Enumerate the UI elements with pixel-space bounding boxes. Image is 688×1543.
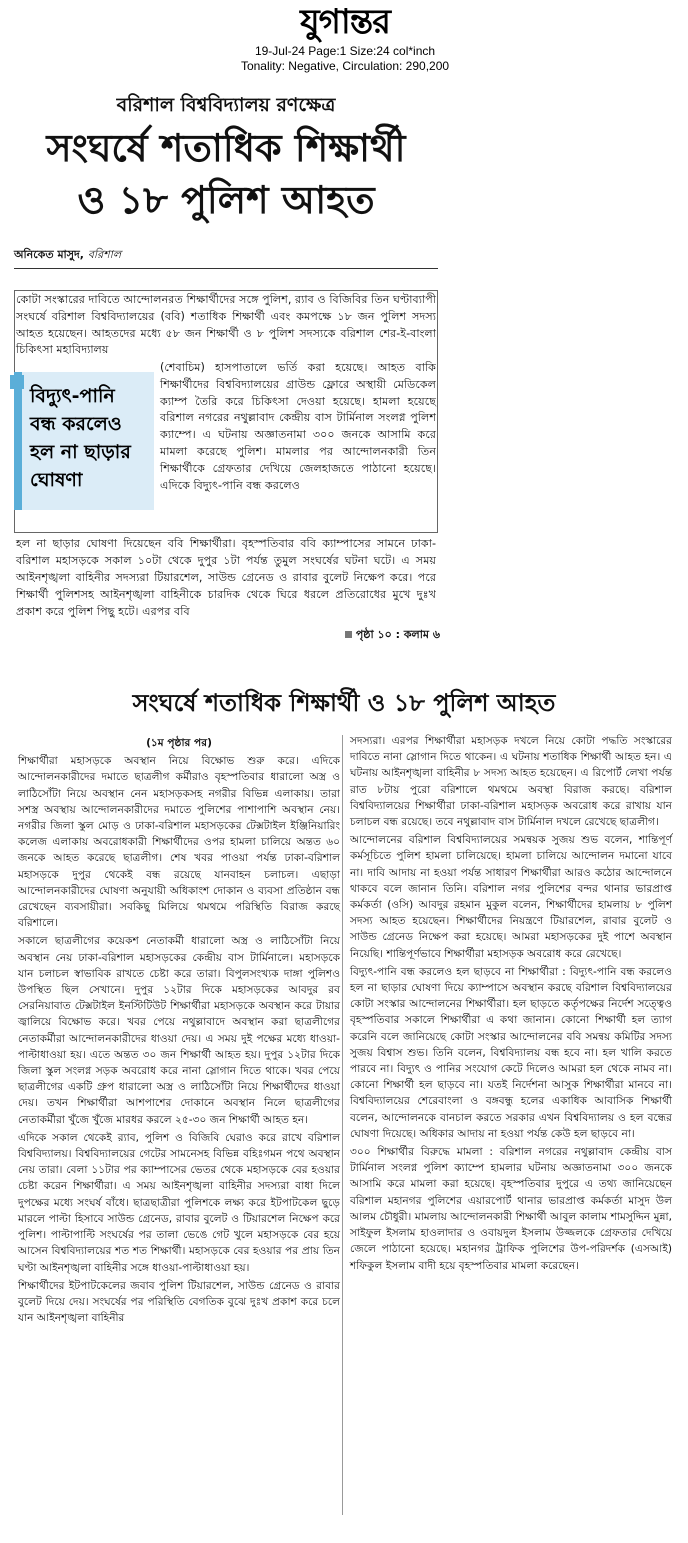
front-page-article: [14, 92, 438, 269]
masthead: [0, 0, 688, 80]
clipping-info: [200, 44, 490, 74]
clip-date-size: 19-Jul-24 Page:1 Size:24 col*inch: [254, 44, 436, 58]
newspaper-logo: যুগান্তর: [300, 2, 390, 42]
pull-quote-callout: [14, 372, 154, 510]
headline-line-1: সংঘর্ষে শতাধিক শিক্ষার্থী: [46, 125, 406, 170]
square-bullet-icon: [345, 631, 352, 638]
column-rule: [342, 735, 343, 1515]
byline: [14, 246, 438, 269]
right-paragraph: সদস্যরা। এরপর শিক্ষার্থীরা মহাসড়ক দখলে নিয়ে কোটা পদ্ধতি সংস্কারের দাবিতে নানা স্লোগান দিতে থাকেন। এ ঘটনায় শতাধিক শিক্ষার্থী আহত হন। এ ঘটনায় আইনশৃঙ্খলা বাহিনীর ৮ সদস্য আহত হয়েছেন। এ রিপোর্ট লেখা পর্যন্ত রাত ৮টায় পুরো বরিশালে থমথমে অবস্থা বিরাজ করছে। বরিশাল বিশ্ববিদ্যালয়ের শিক্ষার্থীরা ঢাকা-বরিশাল মহাসড়ক অবরোধ করে রাখায় যান চলাচল বন্ধ রয়েছে। তবে নথুল্লাবাদ বাস টার্মিনাল দখলে রেখেছে ছাত্রলীগ।: [350, 735, 672, 829]
continued-from-label: (১ম পৃষ্ঠার পর): [146, 737, 212, 749]
left-paragraph: সকালে ছাত্রলীগের কয়েকশ নেতাকর্মী ধারালো অস্ত্র ও লাঠিসোঁটা নিয়ে অবস্থান নেয় ঢাকা-বরিশাল মহাসড়কের কেন্দ্রীয় বাস টার্মিনালে। মহাসড়কে যান চলাচল স্বাভাবিক রাখতে চেষ্টা করে তারা। বিপুলসংখ্যক দাঙ্গা পুলিশও উপস্থিত ছিল সেখানে। দুপুর ১২টার দিকে মহাসড়কের আবদুর রব সেরনিয়াবাত টেক্সটাইল ইনস্টিটিউট শিক্ষার্থীরা মহাসড়কে অবস্থান করে টায়ার জ্বালিয়ে বিক্ষোভ করে। খবর পেয়ে নথুল্লাবাদে অবস্থান করা ছাত্রলীগের নেতাকর্মীরা আন্দোলনকারীদের ধাওয়া দেয়। এ সময় দুই পক্ষের মধ্যে ধাওয়া-পাল্টাধাওয়া হয়। এতে অন্তত ৩০ জন শিক্ষার্থী আহত হয়। দুপুর ১২টার দিকে জিলা স্কুল সংলগ্ন সড়ক অবরোধ করে নানা স্লোগান দিতে থাকে। খবর পেয়ে ছাত্রলীগের একটি গ্রুপ ধারালো অস্ত্র ও লাঠিসোঁটা নিয়ে শিক্ষার্থীদের ধাওয়া দেয়। তখন শিক্ষার্থীরা আশপাশের দোকানে অবস্থান নিলে ছাত্রলীগের নেতাকর্মীরা খুঁজে খুঁজে মারধর করলে ২৫-৩০ জন শিক্ষার্থী আহত হন।: [18, 935, 340, 1126]
right-paragraph: ৩০০ শিক্ষার্থীর বিরুদ্ধে মামলা : বরিশাল নগরের নথুল্লাবাদ কেন্দ্রীয় বাস টার্মিনাল সংলগ্ন পুলিশ ক্যাম্পে হামলার ঘটনায় অজ্ঞাতনামা ৩০০ জনকে আসামি করে মামলা করা হয়েছে। বৃহস্পতিবার দুপুরে এ তথ্য জানিয়েছেন বরিশাল মহানগর পুলিশের এয়ারপোর্ট থানার ভারপ্রাপ্ত কর্মকর্তা মাসুদ উল আলম চৌধুরী। মামলায় আন্দোলনকারী শিক্ষার্থী আবুল কালাম শামসুদ্দিন মুন্না, সাইফুল ইসলাম হাওলাদার ও ওবায়দুল ইসলাম উজ্জলকে গ্রেফতার দেখিয়ে জেলে পাঠানো হয়েছে। মহানগর ট্রাফিক পুলিশের উপ-পরিদর্শক (এসআই) শফিকুল ইসলাম বাদী হয়ে বৃহস্পতিবার মামলা করেছেন।: [350, 1146, 672, 1272]
left-paragraph: এদিকে সকাল থেকেই র‌্যাব, পুলিশ ও বিজিবি ঘেরাও করে রাখে বরিশাল বিশ্ববিদ্যালয়। বিশ্ববিদ্যালয়ের গেটের সামনেসহ বিভিন্ন বহিঃগমন পথে অবস্থান নেয় তারা। বেলা ১১টার পর ক্যাম্পাসের ভেতর থেকে মহাসড়কে বের হওয়ার চেষ্টা করেন শিক্ষার্থীরা। এ সময় আইনশৃঙ্খলা বাহিনীর সদস্যরা বাধা দিলে দুপক্ষের মধ্যে সংঘর্ষ বাঁধে। ছাত্রছাত্রীরা পুলিশকে লক্ষ্য করে ইটপাটকেল ছুড়ে মারলে পাল্টা হিসাবে সাউন্ড গ্রেনেড, রাবার বুলেট ও টিয়ারশেল নিক্ষেপ করে পুলিশ। পাল্টাপাল্টি সংঘর্ষের পর তালা ভেঙে গেট খুলে মহাসড়কে বের হয়ে আসেন বিশ্ববিদ্যালয়ের শত শত শিক্ষার্থী। মহাসড়কে বের হওয়ার পর প্রায় তিন ঘণ্টা আইনশৃঙ্খলা বাহিনীর সঙ্গে ধাওয়া-পাল্টাধাওয়া হয়।: [18, 1131, 340, 1274]
intro-side-paragraph: (শেবাচিম) হাসপাতালে ভর্তি করা হয়েছে। আহত বাকি শিক্ষার্থীদের বিশ্ববিদ্যালয়ের গ্রাউন্ড ফ্লোরে অস্থায়ী মেডিকেল ক্যাম্প তৈরি করে চিকিৎসা দেওয়া হয়েছে। হামলা হয়েছে বরিশাল নগরের নথুল্লাবাদ কেন্দ্রীয় বাস টার্মিনাল সংলগ্ন পুলিশ ক্যাম্পে। এ ঘটনায় অজ্ঞাতনামা ৩০০ জনকে আসামি করে মামলা করেছে পুলিশ। মামলার পর আন্দোলনকারী তিন শিক্ষার্থীকে গ্রেফতার দেখিয়ে জেলহাজতে পাঠানো হয়েছে। এদিকে বিদ্যুৎ-পানি বন্ধ করলেও: [160, 361, 436, 492]
jump-reference-text: পৃষ্ঠা ১০ : কলাম ৬: [355, 628, 440, 641]
intro-paragraph: কোটা সংস্কারের দাবিতে আন্দোলনরত শিক্ষার্থীদের সঙ্গে পুলিশ, র‌্যাব ও বিজিবির তিন ঘণ্টাব্যাপী সংঘর্ষে বরিশাল বিশ্ববিদ্যালয়ের (ববি) শতাধিক শিক্ষার্থী এবং কমপক্ষে ১৮ জন পুলিশ সদস্য আহত হয়েছেন। আহতদের মধ্যে ৫৮ জন শিক্ষার্থী ও ৮ পুলিশ সদস্যকে বরিশাল শের-ই-বাংলা চিকিৎসা মহাবিদ্যালয়: [16, 293, 436, 357]
jump-reference: [310, 626, 440, 645]
clip-tonality: Tonality: Negative, Circulation: 290,200: [240, 59, 450, 73]
article-headline: [14, 122, 438, 226]
byline-location: বরিশাল: [87, 248, 122, 261]
callout-corner-mark: [10, 375, 24, 389]
right-paragraph: আন্দোলনের বরিশাল বিশ্ববিদ্যালয়ের সমন্বয়ক সুজয় শুভ বলেন, শান্তিপূর্ণ কর্মসূচিতে পুলিশ হামলা চালিয়েছে। হামলা চালিয়ে আন্দোলন দমানো যাবে না। দাবি আদায় না হওয়া পর্যন্ত সাধারণ শিক্ষার্থীরা আরও কঠোর আন্দোলনে থাকবে বলে জানান তিনি। বরিশাল নগর পুলিশের বন্দর থানার ভারপ্রাপ্ত কর্মকর্তা (ওসি) আবদুর রহমান মুকুল বলেন, শিক্ষার্থীদের হামলায় ৮ পুলিশ সদস্য আহত হয়েছেন। শিক্ষার্থীদের নিয়ন্ত্রণে টিয়ারশেল, রাবার বুলেট ও সাউন্ড গ্রেনেড নিক্ষেপ করা হয়েছে। আমরা মহাসড়কের দুই পাশে অবস্থান নিয়েছি। শান্তিপূর্ণভাবে শিক্ষার্থীরা মহাসড়ক অবরোধ করে রেখেছে।: [350, 834, 672, 960]
front-continuation-paragraph: হল না ছাড়ার ঘোষণা দিয়েছেন ববি শিক্ষার্থীরা। বৃহস্পতিবার ববি ক্যাম্পাসের সামনে ঢাকা-বরিশাল মহাসড়কে সকাল ১০টা থেকে দুপুর ১টা পর্যন্ত তুমুল সংঘর্ষের ঘটনা ঘটে। এ সময় আইনশৃঙ্খলা বাহিনীর সদস্যরা টিয়ারশেল, সাউন্ড গ্রেনেড ও রাবার বুলেট নিক্ষেপ করে। পরে শিক্ষার্থী পুলিশসহ আইনশৃঙ্খলা বাহিনীকে চারদিক থেকে ঘিরে ধরলে প্রতিরোধের মুখে দুঃখ প্রকাশ করে পুলিশ পিছু হটে। এরপর ববি: [16, 537, 436, 618]
headline-line-2: ও ১৮ পুলিশ আহত: [77, 177, 375, 222]
byline-name: অনিকেত মাসুদ,: [14, 248, 84, 261]
inner-headline: সংঘর্ষে শতাধিক শিক্ষার্থী ও ১৮ পুলিশ আহত: [132, 688, 556, 717]
inner-column-left: [18, 735, 340, 1328]
left-paragraph: শিক্ষার্থীরা মহাসড়কে অবস্থান নিয়ে বিক্ষোভ শুরু করে। এদিকে আন্দোলনকারীদের দমাতে ছাত্রলীগ কর্মীরাও বৃহস্পতিবার ধারালো অস্ত্র ও লাঠিসোঁটা নিয়ে অবস্থান নেন মহাসড়কসহ নগরীর বিভিন্ন এলাকায়। তারা সশস্ত্র অবস্থায় আন্দোলনকারীদের দমাতে পুলিশের পাশাপাশি অবস্থান নেয়। নগরীর জিলা স্কুল মোড় ও ঢাকা-বরিশাল মহাসড়কের টেক্সটাইল ইঞ্জিনিয়ারিং কলেজ এলাকায় অবরোধকারী শিক্ষার্থীদের ওপর হামলা চালিয়ে অন্তত ৬০ জনকে আহত করেছে ছাত্রলীগ। শেষ খবর পাওয়া পর্যন্ত ঢাকা-বরিশাল মহাসড়কে দুপুর থেকেই বন্ধ রয়েছে যানবাহন চলাচল। এছাড়া আন্দোলনকারীদের ঘোষণা অনুযায়ী অধিকাংশ দোকান ও ব্যবসা প্রতিষ্ঠান বন্ধ রেখেছেন ব্যবসায়ীরা। সবকিছু মিলিয়ে থমথমে পরিস্থিতি বিরাজ করছে বরিশালে।: [18, 755, 340, 930]
right-paragraph: বিদ্যুৎ-পানি বন্ধ করলেও হল ছাড়বে না শিক্ষার্থীরা : বিদ্যুৎ-পানি বন্ধ করলেও হল না ছাড়ার ঘোষণা দিয়ে ক্যাম্পাসে অবস্থান করছে বরিশাল বিশ্ববিদ্যালয়ের কোটা সংস্কার আন্দোলনের শিক্ষার্থীরা। হল ছাড়তে কর্তৃপক্ষের নির্দেশ সত্ত্বেও বৃহস্পতিবার সকালে শিক্ষার্থীরা এ কথা জানান। কোনো শিক্ষার্থী হল ত্যাগ করেনি বলে জানিয়েছে কোটা সংস্কার আন্দোলনের ববি সমন্বয় কমিটির সদস্য সুজয় বিশ্বাস শুভ। তিনি বলেন, বিশ্ববিদ্যালয় বন্ধ হবে না। হল খালি করতে পারবে না। বিদ্যুৎ ও পানির সংযোগ কেটে দিলেও আমরা হল থেকে নামব না। কোনো শিক্ষার্থী হল ছাড়বে না। যতই নির্দেশনা আসুক শিক্ষার্থীরা মানবে না। বিশ্ববিদ্যালয়ের শেরেবাংলা ও বঙ্গবন্ধু হলের একাধিক আবাসিক শিক্ষার্থী বলেন, আন্দোলনকে বানচাল করতে সরকার এখন বিশ্ববিদ্যালয় ও হল বন্ধের ঘোষণা দিয়েছে। অধিকার আদায় না হওয়া পর্যন্ত কেউ হল ছাড়বে না।: [350, 965, 672, 1140]
article-kicker: বরিশাল বিশ্ববিদ্যালয় রণক্ষেত্র: [116, 94, 336, 116]
inner-column-right: [350, 733, 672, 1276]
callout-text: বিদ্যুৎ-পানি বন্ধ করলেও হল না ছাড়ার ঘোষণা: [30, 385, 131, 491]
left-paragraph: শিক্ষার্থীদের ইটপাটকেলের জবাব পুলিশ টিয়ারশেল, সাউন্ড গ্রেনেড ও রাবার বুলেট দিয়ে দেয়। সংঘর্ষের পর পরিস্থিতি বেগতিক বুঝে দুঃখ প্রকাশ করে চলে যান আইনশৃঙ্খলা বাহিনীর: [18, 1279, 340, 1325]
